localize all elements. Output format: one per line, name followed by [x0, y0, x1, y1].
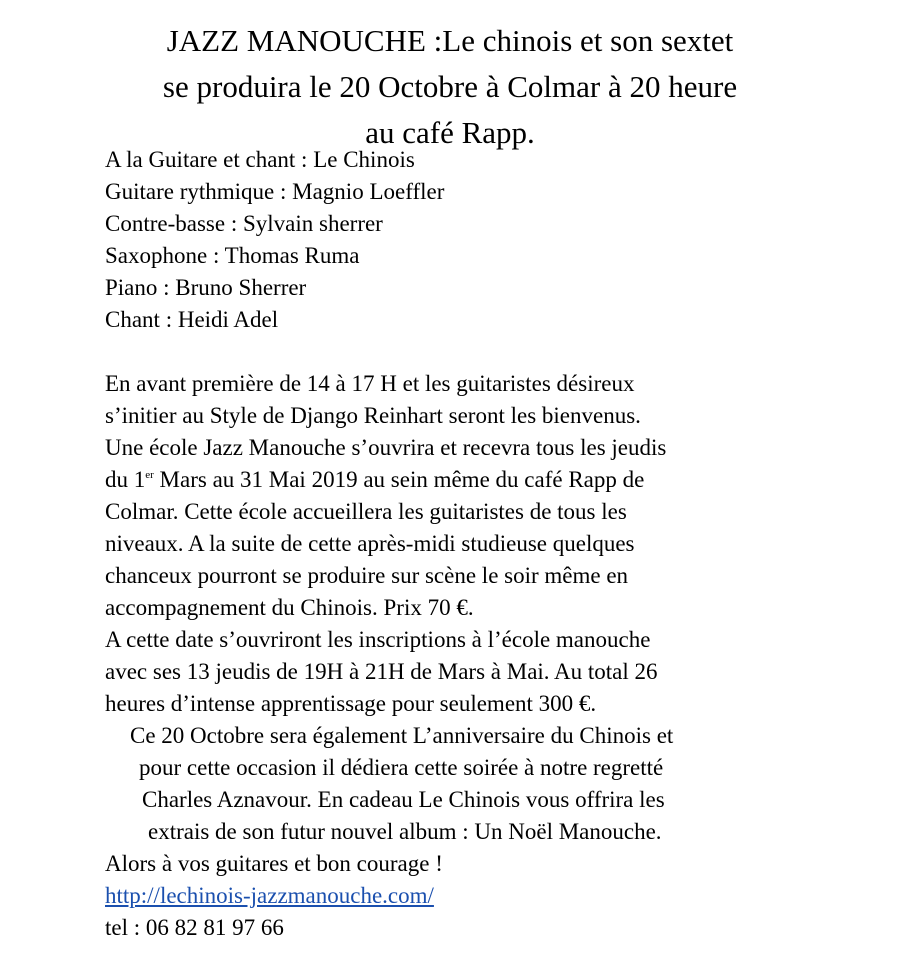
date-text: du 1 [105, 467, 146, 492]
website-link[interactable]: http://lechinois-jazzmanouche.com/ [105, 883, 434, 908]
paragraph-line: Colmar. Cette école accueillera les guitaristes de tous les [105, 499, 627, 524]
centered-line: Ce 20 Octobre sera également L’anniversaire du Chinois et [130, 723, 674, 748]
centered-line: Charles Aznavour. En cadeau Le Chinois vous offrira les [142, 787, 665, 812]
title-line-3: au café Rapp. [365, 115, 535, 150]
ordinal-superscript: er [145, 469, 154, 481]
lineup-double-bass: Contre-basse : Sylvain sherrer [105, 211, 383, 236]
paragraph-line: A cette date s’ouvriront les inscriptions à l’école manouche [105, 627, 651, 652]
paragraph-line: heures d’intense apprentissage pour seulement 300 €. [105, 691, 597, 716]
announcement-body [105, 144, 805, 944]
title-line-2: se produira le 20 Octobre à Colmar à 20 heure [162, 69, 738, 104]
phone-number: tel : 06 82 81 97 66 [105, 915, 284, 940]
lineup-guitar-vocals: A la Guitare et chant : Le Chinois [105, 147, 415, 172]
paragraph-line: chanceux pourront se produire sur scène le soir même en [105, 563, 629, 588]
paragraph-line: niveaux. A la suite de cette après-midi studieuse quelques [105, 531, 635, 556]
centered-line: extrais de son futur nouvel album : Un Noël Manouche. [148, 819, 662, 844]
title-line-1: JAZZ MANOUCHE :Le chinois et son sextet [166, 23, 734, 58]
lineup-vocals: Chant : Heidi Adel [105, 307, 279, 332]
paragraph-line: Une école Jazz Manouche s’ouvrira et recevra tous les jeudis [105, 435, 667, 460]
lineup-rhythm-guitar: Guitare rythmique : Magnio Loeffler [105, 179, 445, 204]
lineup-piano: Piano : Bruno Sherrer [105, 275, 307, 300]
paragraph-line: avec ses 13 jeudis de 19H à 21H de Mars à Mai. Au total 26 [105, 659, 658, 684]
paragraph-line: En avant première de 14 à 17 H et les guitaristes désireux [105, 371, 635, 396]
centered-line: pour cette occasion il dédiera cette soirée à notre regretté [139, 755, 664, 780]
paragraph-line: s’initier au Style de Django Reinhart seront les bienvenus. [105, 403, 641, 428]
closing-line: Alors à vos guitares et bon courage ! [105, 851, 443, 876]
lineup-saxophone: Saxophone : Thomas Ruma [105, 243, 360, 268]
date-text-rest: Mars au 31 Mai 2019 au sein même du café Rapp de [153, 467, 645, 492]
blank-line [105, 336, 805, 368]
announcement-title [80, 18, 820, 156]
paragraph-line [105, 464, 805, 496]
paragraph-line: accompagnement du Chinois. Prix 70 €. [105, 595, 474, 620]
